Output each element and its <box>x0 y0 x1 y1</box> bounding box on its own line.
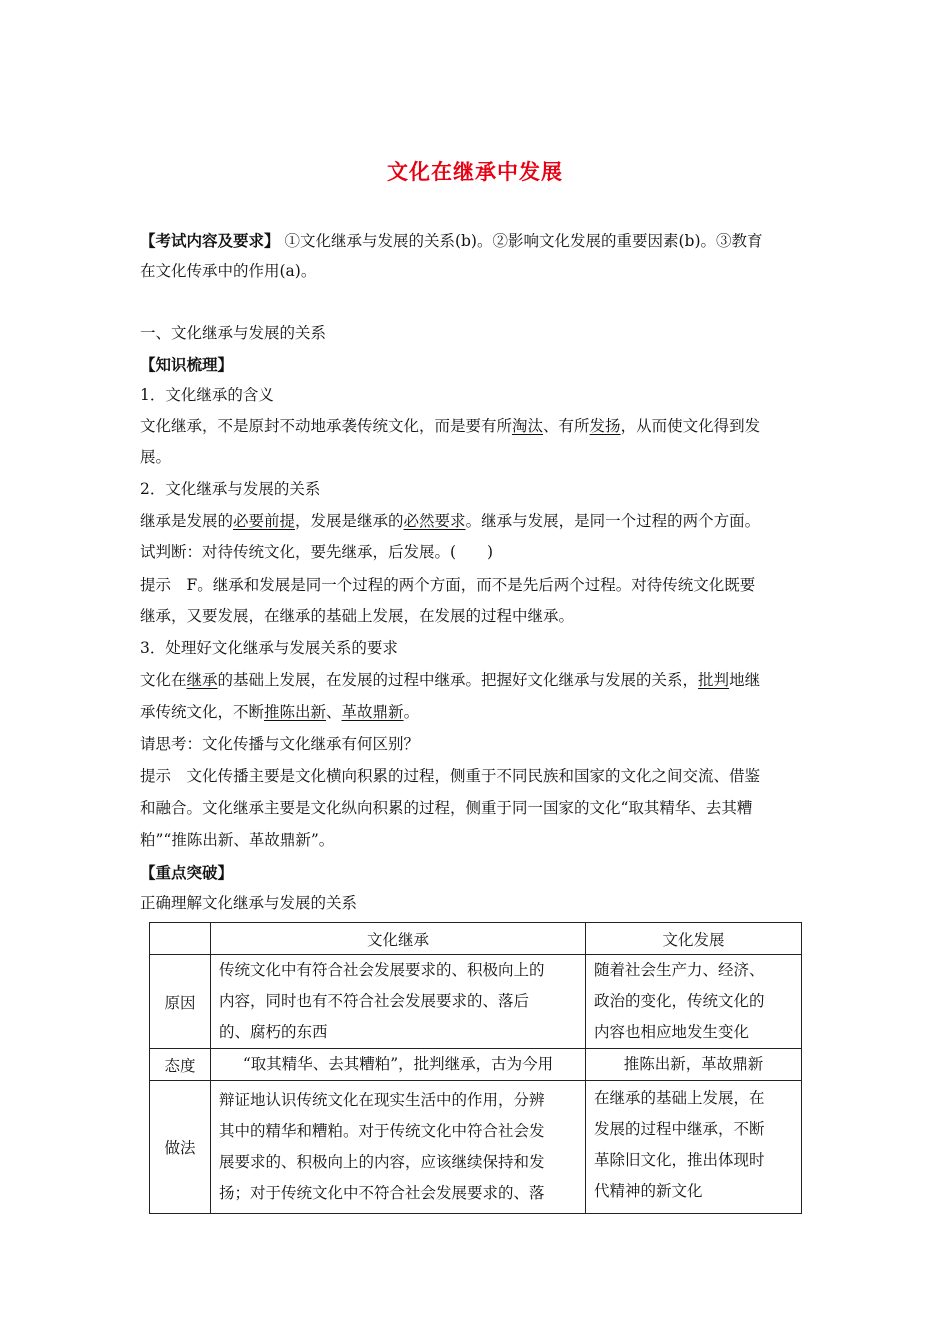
table-header-row <box>150 923 802 955</box>
cell-line: “取其精华、去其糟粕”，批判继承，古为今用 <box>242 1055 554 1073</box>
cell-line: 政治的变化，传统文化的 <box>594 992 765 1010</box>
text: 的基础上发展，在发展的过程中继承。把握好文化继承与发展的关系， <box>217 671 699 689</box>
row-label: 原因 <box>150 955 211 1049</box>
comparison-table <box>149 922 802 1214</box>
item1-line-2: 展。 <box>140 448 172 466</box>
cell-line: 的、腐朽的东西 <box>219 1023 328 1041</box>
underlined-term: 必要前提 <box>233 512 296 530</box>
develop-cell <box>586 955 802 1049</box>
row-label: 态度 <box>150 1049 211 1081</box>
underlined-term: 继承 <box>186 671 218 689</box>
text: 地继 <box>729 671 761 689</box>
item2-line <box>140 506 820 537</box>
text: ，从而使文化得到发 <box>620 417 761 435</box>
underlined-term: 革故鼎新 <box>341 703 404 721</box>
cell-line: 展要求的、积极向上的内容，应该继续保持和发 <box>219 1153 545 1171</box>
underlined-term: 批判 <box>698 671 730 689</box>
cell-line: 传统文化中有符合社会发展要求的、积极向上的 <box>219 961 545 979</box>
inherit-cell <box>211 955 586 1049</box>
table-row <box>150 955 802 1049</box>
cell-line: 革除旧文化，推出体现时 <box>594 1151 765 1169</box>
knowledge-label: 【知识梳理】 <box>140 355 234 374</box>
text: 承传统文化，不断 <box>140 703 265 721</box>
develop-cell <box>586 1081 802 1214</box>
item3-line-2 <box>140 697 820 728</box>
underlined-term: 淘汰 <box>512 417 544 435</box>
item2-title: 2．文化继承与发展的关系 <box>140 480 321 498</box>
think-question: 请思考：文化传播与文化继承有何区别？ <box>140 735 420 753</box>
underlined-term: 推陈出新 <box>264 703 327 721</box>
cell-line: 随着社会生产力、经济、 <box>594 961 765 979</box>
row-label: 做法 <box>150 1081 211 1214</box>
table-row <box>150 1081 802 1214</box>
page-title: 文化在继承中发展 <box>387 160 563 184</box>
text: 继承是发展的 <box>140 512 234 530</box>
cell-line: 扬；对于传统文化中不符合社会发展要求的、落 <box>219 1184 545 1202</box>
cell-line: 在继承的基础上发展，在 <box>594 1089 765 1107</box>
table-caption: 正确理解文化继承与发展的关系 <box>140 894 358 912</box>
underlined-term: 必然要求 <box>403 512 466 530</box>
text: 。继承与发展，是同一个过程的两个方面。 <box>465 512 761 530</box>
item3-line-1 <box>140 665 820 696</box>
underlined-term: 发扬 <box>589 417 621 435</box>
hint2-line-2: 和融合。文化继承主要是文化纵向积累的过程，侧重于同一国家的文化“取其精华、去其糟 <box>140 799 753 817</box>
hint1-line-1: 提示 F。继承和发展是同一个过程的两个方面，而不是先后两个过程。对待传统文化既要 <box>140 576 756 594</box>
cell-line: 推陈出新，革故鼎新 <box>623 1055 764 1073</box>
judge-question: 试判断：对待传统文化，要先继承，后发展。( ) <box>140 543 494 561</box>
text: ，发展是继承的 <box>295 512 404 530</box>
text: 文化在 <box>140 671 187 689</box>
requirements-label: 【考试内容及要求】 <box>140 231 280 250</box>
focus-label: 【重点突破】 <box>140 863 234 882</box>
table-header-cell: 文化发展 <box>586 923 802 955</box>
section-heading: 一、文化继承与发展的关系 <box>140 324 327 342</box>
requirements-text-1: ①文化继承与发展的关系(b)。②影响文化发展的重要因素(b)。③教育 <box>284 232 763 250</box>
text: 文化继承，不是原封不动地承袭传统文化，而是要有所 <box>140 417 513 435</box>
text: 、有所 <box>543 417 590 435</box>
inherit-cell <box>211 1049 586 1081</box>
requirements-line-2: 在文化传承中的作用(a)。 <box>140 262 317 280</box>
table-header-cell <box>150 923 211 955</box>
cell-line: 内容，同时也有不符合社会发展要求的、落后 <box>219 992 530 1010</box>
inherit-cell <box>211 1081 586 1214</box>
table-header-cell: 文化继承 <box>211 923 586 955</box>
item3-title: 3．处理好文化继承与发展关系的要求 <box>140 639 398 657</box>
cell-line: 代精神的新文化 <box>594 1182 703 1200</box>
hint2-line-1: 提示 文化传播主要是文化横向积累的过程，侧重于不同民族和国家的文化之间交流、借鉴 <box>140 767 761 785</box>
text: 。 <box>403 703 420 721</box>
table-row <box>150 1049 802 1081</box>
cell-line: 其中的精华和糟粕。对于传统文化中符合社会发 <box>219 1122 545 1140</box>
item1-line-1 <box>140 411 820 442</box>
cell-line: 内容也相应地发生变化 <box>594 1023 750 1041</box>
develop-cell <box>586 1049 802 1081</box>
hint1-line-2: 继承，又要发展，在继承的基础上发展，在发展的过程中继承。 <box>140 607 575 625</box>
cell-line: 发展的过程中继承，不断 <box>594 1120 765 1138</box>
item1-title: 1．文化继承的含义 <box>140 386 274 404</box>
text: 、 <box>326 703 342 721</box>
hint2-line-3: 粕”“推陈出新、革故鼎新”。 <box>140 831 335 849</box>
cell-line: 辩证地认识传统文化在现实生活中的作用，分辨 <box>219 1091 545 1109</box>
requirements-line-1 <box>140 225 820 257</box>
